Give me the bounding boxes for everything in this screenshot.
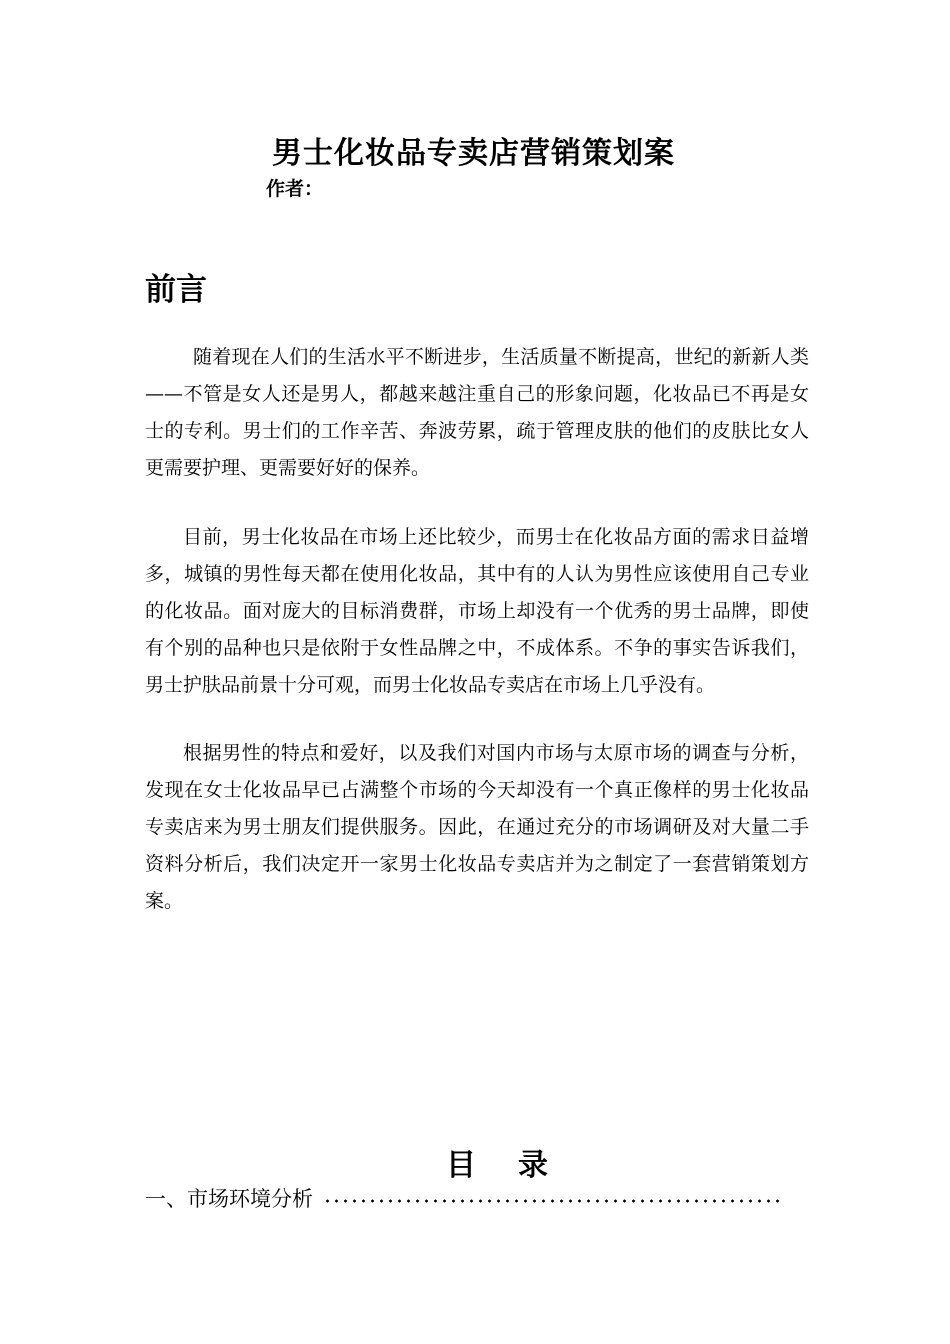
document-title: 男士化妆品专卖店营销策划案 xyxy=(272,136,675,171)
preface-paragraph-1: 随着现在人们的生活水平不断进步，生活质量不断提高，世纪的新新人类——不管是女人还是男人，都越来越注重自己的形象问题，化妆品已不再是女士的专利。男士们的工作辛苦、奔波劳累，疏于管理皮肤的他们的皮肤比女人更需要护理、更需要好好的保养。 xyxy=(145,346,809,479)
author-label: 作者： xyxy=(266,178,324,200)
toc-heading: 目录 xyxy=(446,1148,590,1183)
preface-heading: 前言 xyxy=(145,272,207,308)
preface-paragraph-2: 目前，男士化妆品在市场上还比较少，而男士在化妆品方面的需求日益增多，城镇的男性每天都在使用化妆品，其中有的人认为男性应该使用自己专业的化妆品。面对庞大的目标消费群，市场上却没有一个优秀的男士品牌，即使有个别的品种也只是依附于女性品牌之中，不成体系。不争的事实告诉我们，男士护肤品前景十分可观，而男士化妆品专卖店在市场上几乎没有。 xyxy=(145,526,809,696)
toc-entry-label: 一、市场环境分析 xyxy=(145,1187,313,1211)
toc-entry[interactable] xyxy=(145,1180,785,1216)
preface-paragraph-3: 根据男性的特点和爱好，以及我们对国内市场与太原市场的调查与分析，发现在女士化妆品早已占满整个市场的今天却没有一个真正像样的男士化妆品专卖店来为男士朋友们提供服务。因此，在通过充分的市场调研及对大量二手资料分析后，我们决定开一家男士化妆品专卖店并为之制定了一套营销策划方案。 xyxy=(145,742,809,912)
toc-dot-leader xyxy=(323,1199,785,1203)
